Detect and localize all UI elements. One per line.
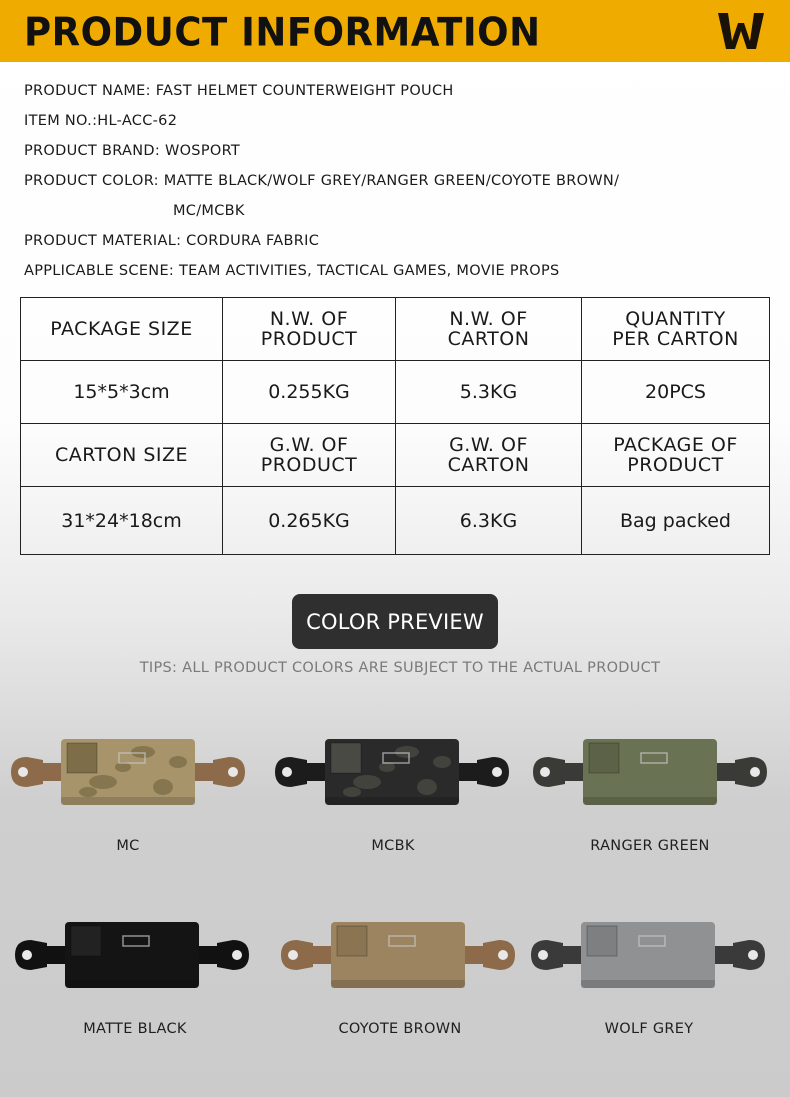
spec-value-cell: 31*24*18cm (21, 487, 223, 555)
product-brand-line: PRODUCT BRAND: WOSPORT (24, 143, 241, 159)
color-swatch[interactable] (7, 910, 257, 1000)
pouch-product-image (7, 910, 257, 1000)
product-name-line: PRODUCT NAME: FAST HELMET COUNTERWEIGHT POUCH (24, 83, 454, 99)
spec-value-cell: 15*5*3cm (21, 361, 223, 424)
w-brand-logo-icon (716, 11, 766, 51)
spec-header-cell: G.W. OF CARTON (396, 424, 582, 487)
spec-header-row (21, 424, 770, 487)
color-preview-button[interactable]: COLOR PREVIEW (292, 594, 498, 649)
spec-value-cell: 0.255KG (223, 361, 396, 424)
color-swatch-label: MCBK (371, 838, 415, 854)
item-number-line: ITEM NO.:HL-ACC-62 (24, 113, 178, 129)
spec-header-cell: N.W. OF CARTON (396, 298, 582, 361)
header-bar (0, 0, 790, 62)
color-swatch[interactable] (3, 727, 253, 817)
color-swatch[interactable] (525, 727, 775, 817)
spec-header-cell: G.W. OF PRODUCT (223, 424, 396, 487)
pouch-product-image (3, 727, 253, 817)
spec-table (20, 297, 770, 555)
color-swatch-label: MC (116, 838, 140, 854)
color-swatch-label: COYOTE BROWN (338, 1021, 462, 1037)
applicable-scene-line: APPLICABLE SCENE: TEAM ACTIVITIES, TACTICAL GAMES, MOVIE PROPS (24, 263, 560, 279)
spec-header-cell: N.W. OF PRODUCT (223, 298, 396, 361)
spec-value-cell: 20PCS (582, 361, 770, 424)
product-color-line: PRODUCT COLOR: MATTE BLACK/WOLF GREY/RANGER GREEN/COYOTE BROWN/ (24, 173, 620, 189)
spec-value-cell: Bag packed (582, 487, 770, 555)
spec-value-cell: 0.265KG (223, 487, 396, 555)
product-color-line-cont: MC/MCBK (173, 203, 245, 219)
spec-value-cell: 6.3KG (396, 487, 582, 555)
pouch-product-image (273, 910, 523, 1000)
product-material-line: PRODUCT MATERIAL: CORDURA FABRIC (24, 233, 320, 249)
color-swatch[interactable] (273, 910, 523, 1000)
pouch-product-image (267, 727, 517, 817)
color-swatch-label: RANGER GREEN (590, 838, 710, 854)
pouch-product-image (525, 727, 775, 817)
pouch-product-image (523, 910, 773, 1000)
color-swatch-label: WOLF GREY (604, 1021, 694, 1037)
spec-header-row (21, 298, 770, 361)
spec-header-cell: PACKAGE OF PRODUCT (582, 424, 770, 487)
color-swatch-label: MATTE BLACK (83, 1021, 187, 1037)
page-title: PRODUCT INFORMATION (24, 10, 541, 56)
spec-header-cell: PACKAGE SIZE (21, 298, 223, 361)
spec-header-cell: QUANTITY PER CARTON (582, 298, 770, 361)
spec-value-cell: 5.3KG (396, 361, 582, 424)
color-swatch[interactable] (267, 727, 517, 817)
color-swatch[interactable] (523, 910, 773, 1000)
spec-value-row (21, 361, 770, 424)
spec-value-row (21, 487, 770, 555)
spec-header-cell: CARTON SIZE (21, 424, 223, 487)
color-tips: TIPS: ALL PRODUCT COLORS ARE SUBJECT TO THE ACTUAL PRODUCT (139, 660, 661, 676)
